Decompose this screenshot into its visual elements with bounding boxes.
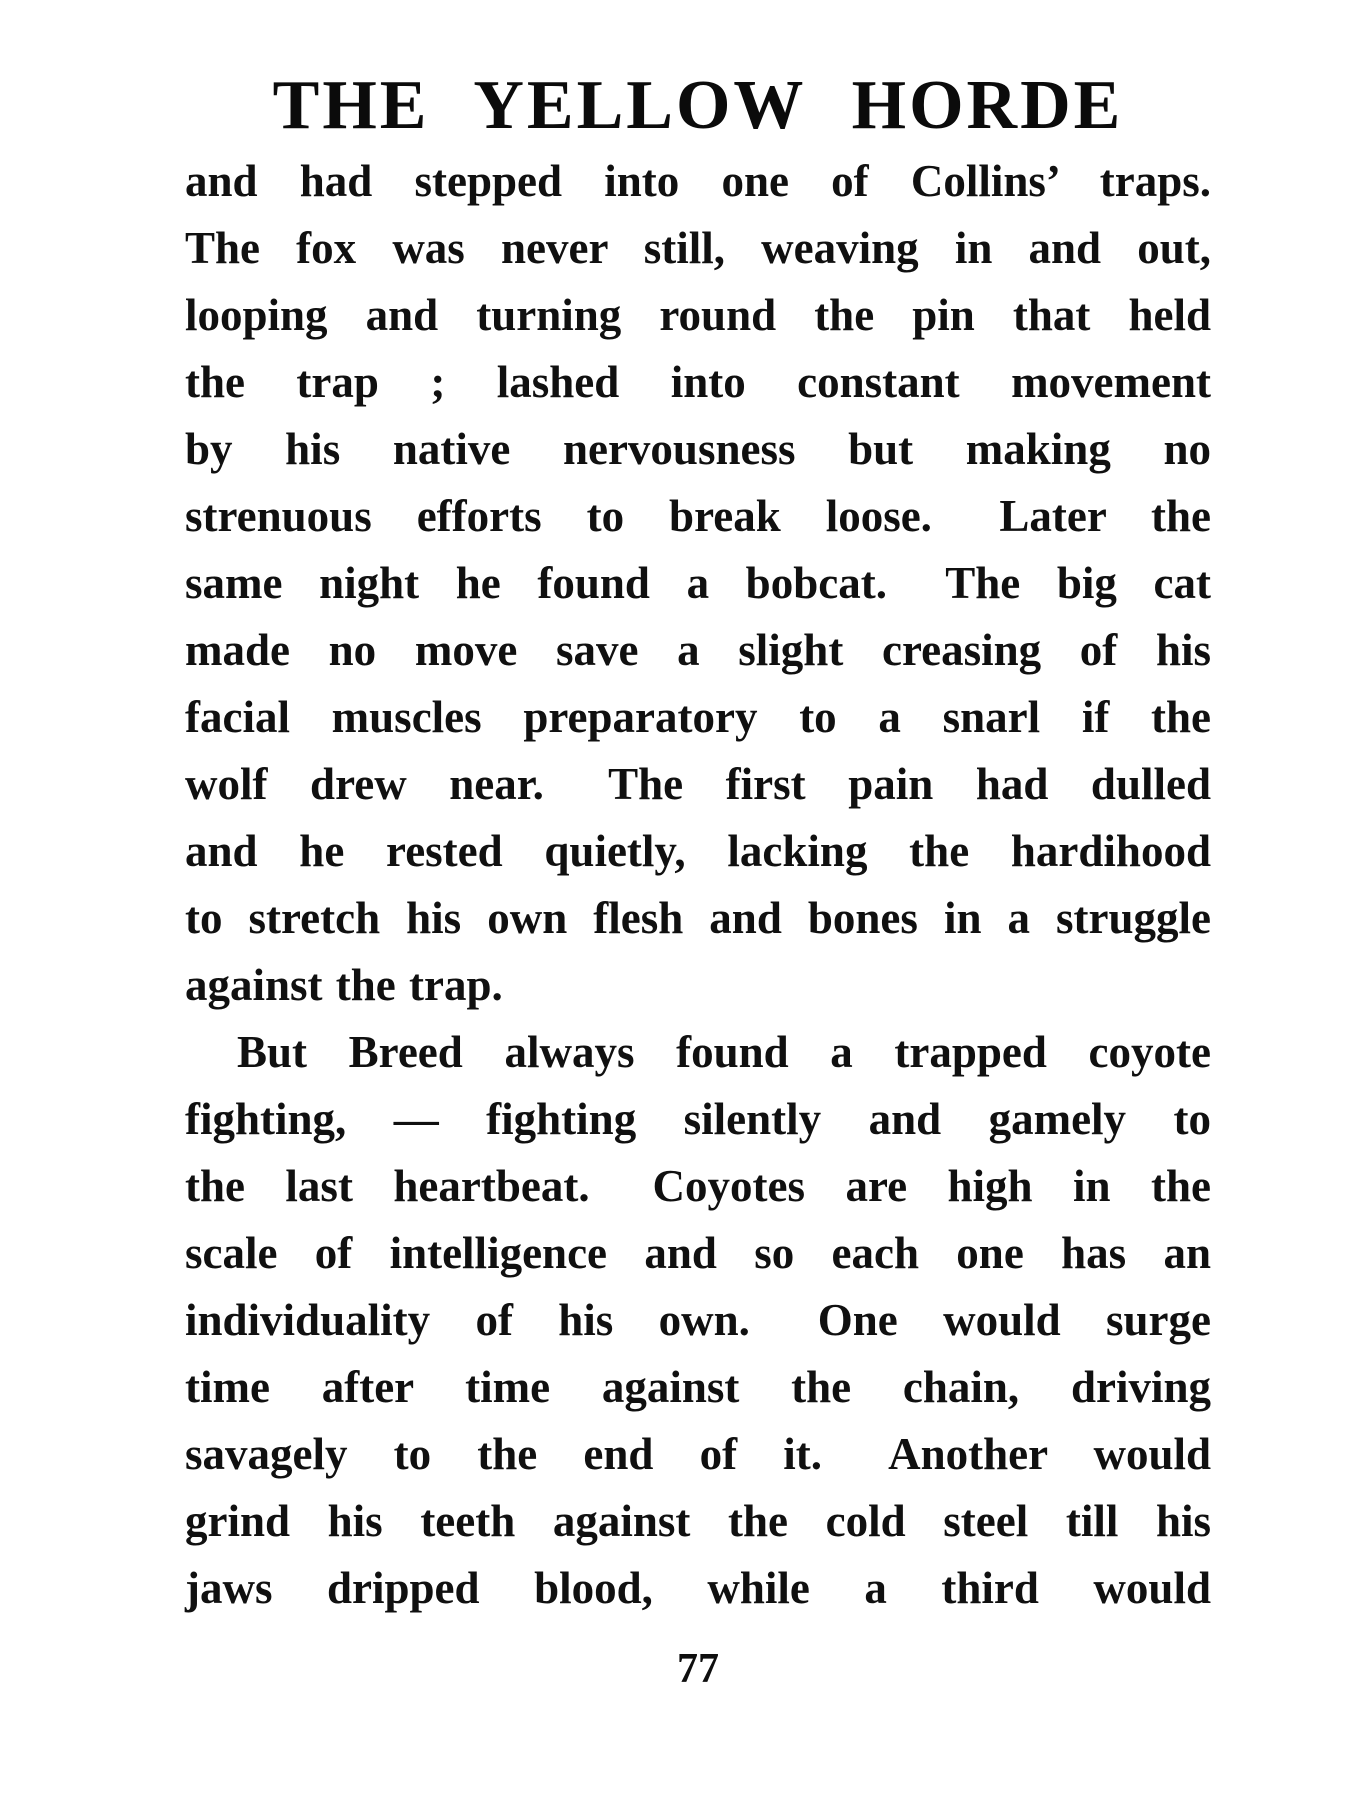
text-line: the last heartbeat. Coyotes are high in the [185,1161,1211,1211]
text-line: But Breed always found a trapped coyote [237,1027,1211,1077]
running-head: THE YELLOW HORDE [272,67,1124,144]
text-line: looping and turning round the pin that held [185,290,1211,340]
text-line: individuality of his own. One would surge [185,1295,1211,1345]
text-line: scale of intelligence and so each one has an [185,1228,1211,1278]
text-line: to stretch his own flesh and bones in a struggle [185,893,1211,943]
text-line: The fox was never still, weaving in and out, [185,223,1211,273]
text-line: time after time against the chain, driving [185,1362,1211,1412]
text-line: fighting, — fighting silently and gamely to [185,1094,1211,1144]
text-line: grind his teeth against the cold steel till his [185,1496,1211,1546]
text-line: by his native nervousness but making no [185,424,1211,474]
text-line: wolf drew near. The first pain had dulled [185,759,1211,809]
text-column [185,67,1211,1703]
text-line: jaws dripped blood, while a third would [185,1563,1211,1613]
text-line: savagely to the end of it. Another would [185,1429,1211,1479]
text-line: and he rested quietly, lacking the hardihood [185,826,1211,876]
text-line: strenuous efforts to break loose. Later the [185,491,1211,541]
page-number: 77 [677,1646,719,1692]
text-line: same night he found a bobcat. The big cat [185,558,1211,608]
paragraph-1 [185,148,1211,1019]
text-line: and had stepped into one of Collins’ traps. [185,156,1211,206]
text-line: against the trap. [185,960,503,1010]
text-line: facial muscles preparatory to a snarl if the [185,692,1211,742]
text-line: the trap ; lashed into constant movement [185,357,1211,407]
paragraph-2 [185,1019,1211,1622]
text-line: made no move save a slight creasing of his [185,625,1211,675]
